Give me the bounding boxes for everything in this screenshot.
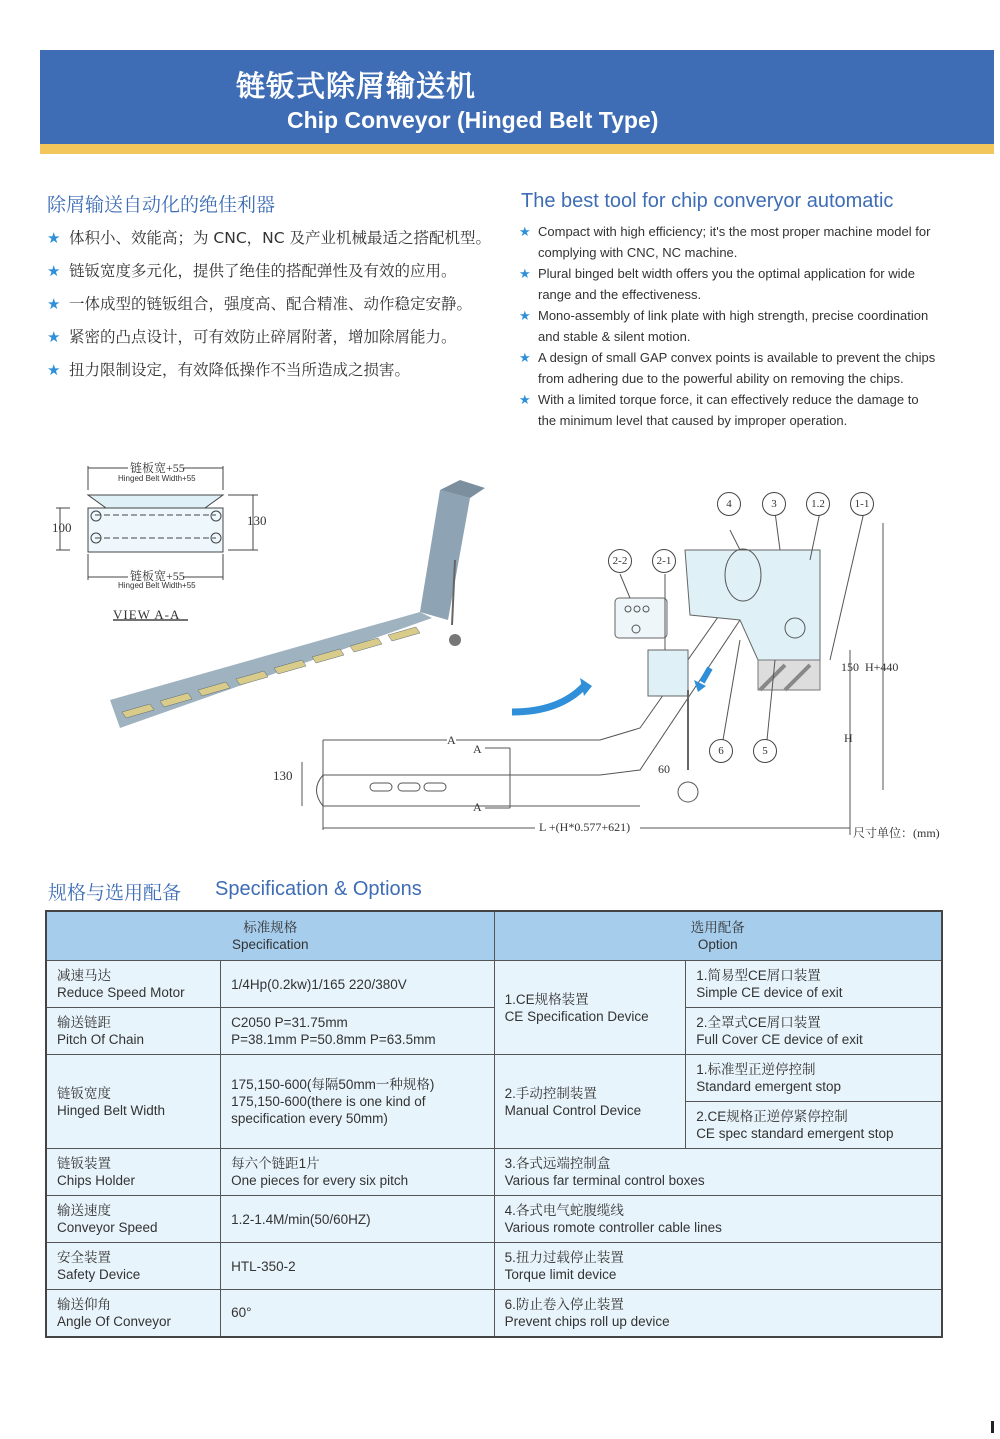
unit-note: 尺寸单位：(mm)	[853, 826, 940, 840]
option-item: 3.各式远端控制盒 Various far terminal control boxes	[494, 1149, 942, 1196]
features-list-en	[519, 221, 939, 431]
view-aa-top-dim-cn: 链板宽+55	[130, 461, 185, 475]
star-icon: ★	[519, 392, 531, 407]
feature-item: ★ With a limited torque force, it can effectively reduce the damage to the minimum level that caused by improper operation.	[519, 389, 939, 431]
star-icon: ★	[519, 308, 531, 323]
spec-label: 输送速度 Conveyor Speed	[46, 1196, 221, 1243]
spec-label: 链钣宽度 Hinged Belt Width	[46, 1055, 221, 1149]
spec-label: 输送链距 Pitch Of Chain	[46, 1008, 221, 1055]
option-header: 选用配备 Option	[494, 911, 942, 961]
star-icon: ★	[47, 229, 61, 247]
table-row	[46, 1243, 942, 1290]
feature-item: ★ A design of small GAP convex points is available to prevent the chips from adhering due to the powerful ability on removing the chips.	[519, 347, 939, 389]
view-aa-top-dim-en: Hinged Belt Width+55	[118, 474, 196, 483]
table-row	[46, 1055, 942, 1102]
star-icon: ★	[47, 328, 61, 346]
spec-table	[45, 910, 943, 1338]
dim-60: 60	[658, 762, 670, 776]
dim-130: 130	[273, 768, 293, 783]
banner-stripe	[40, 144, 994, 154]
callout-2-1: 2-1	[652, 549, 676, 573]
spec-title-en: Specification & Options	[215, 878, 422, 900]
section-a-label: A	[447, 733, 456, 747]
length-formula: L +(H*0.577+621)	[535, 820, 634, 835]
spec-value: 1.2-1.4M/min(50/60HZ)	[221, 1196, 494, 1243]
option-sub: 2.CE规格正逆停紧停控制 CE spec standard emergent stop	[686, 1102, 942, 1149]
dim-h: H	[844, 731, 853, 745]
option-sub: 1.简易型CE屑口装置 Simple CE device of exit	[686, 961, 942, 1008]
view-aa-right-dim: 130	[247, 513, 267, 528]
option-item: 5.扭力过载停止装置 Torque limit device	[494, 1243, 942, 1290]
features-list-cn	[47, 222, 497, 387]
table-row	[46, 1008, 942, 1055]
dim-h-plus-440: H+440	[865, 660, 899, 674]
callout-5: 5	[753, 739, 777, 763]
option-group-2: 2.手动控制装置 Manual Control Device	[494, 1055, 686, 1149]
option-sub: 1.标准型正逆停控制 Standard emergent stop	[686, 1055, 942, 1102]
spec-header: 标准规格 Specification	[46, 911, 494, 961]
spec-value: 1/4Hp(0.2kw)1/165 220/380V	[221, 961, 494, 1008]
dim-150: 150	[841, 660, 859, 674]
spec-value: C2050 P=31.75mm P=38.1mm P=50.8mm P=63.5mm	[221, 1008, 494, 1055]
callout-1-1: 1-1	[850, 492, 874, 516]
feature-item: ★ 链钣宽度多元化，提供了绝佳的搭配弹性及有效的应用。	[47, 255, 497, 288]
callout-1-2: 1.2	[806, 492, 830, 516]
page-title-cn: 链钣式除屑输送机	[236, 69, 477, 103]
feature-item: ★ Mono-assembly of link plate with high strength, precise coordination and stable & silent motion.	[519, 305, 939, 347]
feature-item: ★ 紧密的凸点设计，可有效防止碎屑附著，增加除屑能力。	[47, 321, 497, 354]
star-icon: ★	[47, 295, 61, 313]
feature-item: ★ 扭力限制设定，有效降低操作不当所造成之损害。	[47, 354, 497, 387]
features-title-en: The best tool for chip converyor automatic	[521, 190, 894, 212]
spec-label: 减速马达 Reduce Speed Motor	[46, 961, 221, 1008]
star-icon: ★	[519, 266, 531, 281]
spec-label: 输送仰角 Angle Of Conveyor	[46, 1290, 221, 1337]
callout-4: 4	[717, 492, 741, 516]
callout-6: 6	[709, 739, 733, 763]
view-aa-bottom-dim-en: Hinged Belt Width+55	[118, 581, 196, 590]
section-a-label: A	[473, 800, 482, 814]
feature-item: ★ Plural binged belt width offers you the optimal application for wide range and the effectiveness.	[519, 263, 939, 305]
callout-2-2: 2-2	[608, 549, 632, 573]
spec-label: 链钣装置 Chips Holder	[46, 1149, 221, 1196]
spec-label: 安全装置 Safety Device	[46, 1243, 221, 1290]
star-icon: ★	[47, 262, 61, 280]
table-row	[46, 1290, 942, 1337]
view-aa-left-dim: 100	[52, 520, 72, 535]
option-sub: 2.全罩式CE屑口装置 Full Cover CE device of exit	[686, 1008, 942, 1055]
feature-item: ★ 一体成型的链钣组合，强度高、配合精准、动作稳定安静。	[47, 288, 497, 321]
table-header-row	[46, 911, 942, 961]
page-title-en: Chip Conveyor (Hinged Belt Type)	[287, 107, 659, 133]
feature-item: ★ Compact with high efficiency; it's the most proper machine model for complying with CNC, NC machine.	[519, 221, 939, 263]
star-icon: ★	[519, 350, 531, 365]
option-group-1: 1.CE规格装置 CE Specification Device	[494, 961, 686, 1055]
spec-value: 每六个链距1片 One pieces for every six pitch	[221, 1149, 494, 1196]
table-row	[46, 961, 942, 1008]
spec-value: HTL-350-2	[221, 1243, 494, 1290]
star-icon: ★	[519, 224, 531, 239]
spec-title-cn: 规格与选用配备	[48, 882, 182, 904]
callout-3: 3	[762, 492, 786, 516]
section-a-label: A	[473, 742, 482, 756]
features-title-cn: 除屑输送自动化的绝佳利器	[47, 194, 276, 216]
view-aa-bottom-dim-cn: 链板宽+55	[130, 569, 185, 583]
option-item: 4.各式电气蛇腹缆线 Various romote controller cable lines	[494, 1196, 942, 1243]
table-row	[46, 1149, 942, 1196]
feature-item: ★ 体积小、效能高；为 CNC，NC 及产业机械最适之搭配机型。	[47, 222, 497, 255]
option-item: 6.防止卷入停止装置 Prevent chips roll up device	[494, 1290, 942, 1337]
conveyor-diagram	[40, 450, 960, 850]
page-edge-mark	[991, 1421, 994, 1433]
star-icon: ★	[47, 361, 61, 379]
table-row	[46, 1196, 942, 1243]
spec-value: 60°	[221, 1290, 494, 1337]
view-aa-caption: VIEW A-A	[113, 607, 181, 622]
spec-value: 175,150-600(每隔50mm一种规格) 175,150-600(there is one kind of specification every 50mm)	[221, 1055, 494, 1149]
